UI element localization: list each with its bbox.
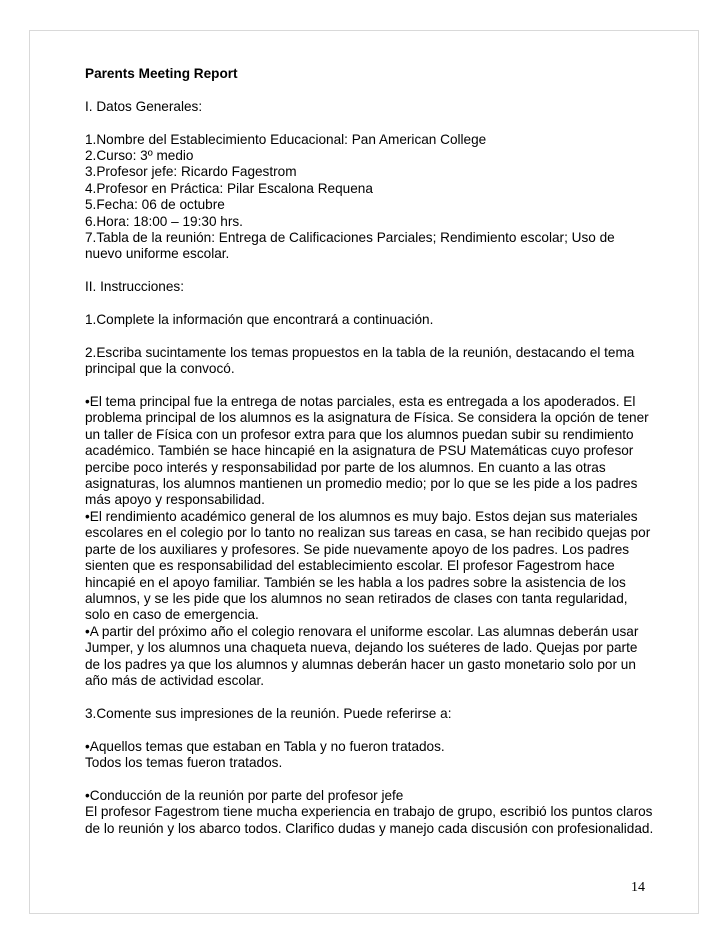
topic-bullet: •El tema principal fue la entrega de notas parciales, esta es entregada a los apoderados. El problema principal de los alumnos es la asignatura de Física. Se considera la opción de tener un taller de Física con un profesor extra para que los alumnos puedan subir su rendimiento académico. También se hace hincapié en la asignatura de PSU Matemáticas cuyo profesor percibe poco interés y responsabilidad por parte de los alumnos. En cuanto a las otras asignaturas, los alumnos mantienen un promedio medio; por lo que se les pide a los padres más apoyo y responsabilidad.: [85, 394, 649, 508]
general-item: 1.Nombre del Establecimiento Educacional: Pan American College: [85, 131, 487, 147]
document-body: [85, 66, 655, 853]
general-item: 2.Curso: 3º medio: [85, 148, 194, 163]
topic-bullet: •El rendimiento académico general de los alumnos es muy bajo. Estos dejan sus materiales escolares en el colegio por lo tanto no realizan sus tareas en casa, se han recibido quejas por parte de los auxiliares y profesores. Se pide nuevamente apoyo de los padres. Los padres sienten que es responsabilidad del establecimiento escolar. El profesor Fagestrom hace hincapié en el apoyo familiar. También se les habla a los padres sobre la asistencia de los alumnos, y se les pide que los alumnos no sean retirados de clases con tanta regularidad, solo en caso de emergencia.: [85, 508, 651, 623]
impression-answer: Todos los temas fueron tratados.: [85, 754, 283, 770]
impression-answer: El profesor Fagestrom tiene mucha experiencia en trabajo de grupo, escribió los puntos claros de lo reunión y los abarco todos. Clarifico dudas y manejo cada discusión con profesionalidad.: [85, 804, 654, 836]
instruction-1: 1.Complete la información que encontrará a continuación.: [85, 312, 434, 328]
section-heading-datos-generales: I. Datos Generales:: [85, 98, 203, 114]
instruction-3: 3.Comente sus impresiones de la reunión. Puede referirse a:: [85, 705, 452, 721]
page-number: 14: [631, 880, 645, 895]
impression-1: [85, 739, 655, 772]
impression-question: •Aquellos temas que estaban en Tabla y no fueron tratados.: [85, 738, 445, 754]
report-title: Parents Meeting Report: [85, 66, 238, 81]
section-heading-instrucciones: II. Instrucciones:: [85, 279, 184, 295]
general-item: 3.Profesor jefe: Ricardo Fagestrom: [85, 164, 297, 180]
instruction-2: 2.Escriba sucintamente los temas propuestos en la tabla de la reunión, destacando el tema principal que la convocó.: [85, 344, 635, 377]
general-item: 4.Profesor en Práctica: Pilar Escalona Requena: [85, 180, 373, 196]
impression-2: [85, 788, 655, 837]
general-data-list: [85, 132, 655, 263]
general-item: 6.Hora: 18:00 – 19:30 hrs.: [85, 213, 243, 229]
impression-question: •Conducción de la reunión por parte del profesor jefe: [85, 787, 404, 803]
meeting-topics: [85, 394, 655, 689]
general-item: 5.Fecha: 06 de octubre: [85, 197, 225, 213]
general-item: 7.Tabla de la reunión: Entrega de Calificaciones Parciales; Rendimiento escolar; Uso de nuevo uniforme escolar.: [85, 230, 615, 262]
topic-bullet: •A partir del próximo año el colegio renovara el uniforme escolar. Las alumnas deberán usar Jumper, y los alumnos una chaqueta nueva, dejando los suéteres de lado. Quejas por parte de los padres ya que los alumnos y alumnas deberán hacer un gasto monetario solo por un año más de actividad escolar.: [85, 623, 639, 688]
